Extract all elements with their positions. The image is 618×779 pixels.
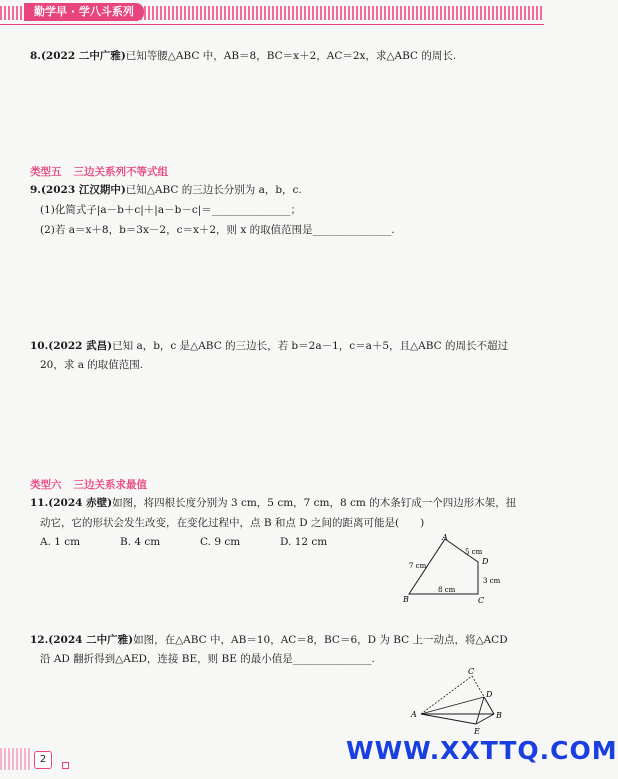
choice-d[interactable]: D. 12 cm xyxy=(280,536,328,548)
question-text: 如图，将四根长度分别为 3 cm，5 cm，7 cm，8 cm 的木条钉成一个四边形木架，扭 xyxy=(112,497,517,509)
question-12-line-2: 沿 AD 翻折得到△AED，连接 BE，则 BE 的最小值是_______________. xyxy=(40,653,375,665)
side-ad-label: 5 cm xyxy=(465,548,483,556)
question-9-part-1: (1)化简式子|a－b＋c|＋|a－b－c|＝_______________； xyxy=(40,204,301,216)
segment-ae xyxy=(421,714,476,724)
label-d: D xyxy=(486,690,493,699)
question-8 xyxy=(30,48,456,65)
page-number: 2 xyxy=(34,751,52,769)
label-b: B xyxy=(496,711,502,720)
question-10-line-2: 20，求 a 的取值范围. xyxy=(40,359,144,371)
section-title: 三边关系列不等式组 xyxy=(73,166,168,178)
label-b: B xyxy=(403,595,409,604)
section-heading-5 xyxy=(30,164,168,179)
question-text: 已知 a，b，c 是△ABC 的三边长，若 b＝2a－1，c＝a＋5，且△ABC 的周长不超过 xyxy=(112,340,509,352)
watermark: WWW.XXTTQ.COM xyxy=(346,736,618,765)
footer-stripes xyxy=(0,748,30,770)
side-ab-label: 7 cm xyxy=(409,562,427,570)
label-a: A xyxy=(442,533,448,542)
segment-db xyxy=(484,697,494,714)
question-text: 已知等腰△ABC 中，AB＝8，BC＝x＋2，AC＝2x，求△ABC 的周长. xyxy=(125,50,457,62)
footer-square-icon xyxy=(62,762,69,769)
question-text: 如图，在△ABC 中，AB＝10，AC＝8，BC＝6，D 为 BC 上一动点，将△ACD xyxy=(133,634,508,646)
section-tag: 类型五 xyxy=(30,166,62,178)
label-d: D xyxy=(482,557,489,566)
question-source: (2022 武昌) xyxy=(48,340,113,352)
question-source: (2022 二中广雅) xyxy=(40,50,126,62)
question-source: (2024 二中广雅) xyxy=(48,634,134,646)
question-9 xyxy=(30,182,302,199)
segment-ad xyxy=(421,697,484,714)
choice-b[interactable]: B. 4 cm xyxy=(120,536,161,548)
label-a: A xyxy=(411,710,417,719)
question-11-line-2: 动它，它的形状会发生改变，在变化过程中，点 B 和点 D 之间的距离可能是( ) xyxy=(40,517,425,529)
question-12 xyxy=(30,632,508,649)
series-title: 勤学早 · 学八斗系列 xyxy=(24,3,144,21)
label-c: C xyxy=(468,667,475,676)
label-e: E xyxy=(474,727,480,736)
question-number: 8. xyxy=(30,50,41,62)
question-11-choices xyxy=(40,536,360,548)
segment-ac xyxy=(421,676,472,714)
section-title: 三边关系求最值 xyxy=(73,479,147,491)
triangle-fold-figure xyxy=(408,664,510,738)
side-bc-label: 8 cm xyxy=(438,586,456,594)
question-number: 9. xyxy=(30,184,41,196)
question-source: (2023 江汉期中) xyxy=(40,184,126,196)
section-heading-6 xyxy=(30,477,147,492)
header-divider xyxy=(0,24,544,25)
question-10 xyxy=(30,338,508,355)
question-number: 10. xyxy=(30,340,49,352)
label-c: C xyxy=(478,596,485,605)
quadrilateral-figure xyxy=(398,534,510,606)
question-9-part-2: (2)若 a＝x＋8，b＝3x－2，c＝x＋2，则 x 的取值范围是_______________. xyxy=(40,224,395,236)
question-source: (2024 赤壁) xyxy=(48,497,113,509)
question-11 xyxy=(30,495,516,512)
question-text: 已知△ABC 的三边长分别为 a，b，c. xyxy=(125,184,302,196)
side-dc-label: 3 cm xyxy=(483,577,501,585)
choice-a[interactable]: A. 1 cm xyxy=(40,536,81,548)
question-number: 11. xyxy=(30,497,49,509)
choice-c[interactable]: C. 9 cm xyxy=(200,536,241,548)
section-tag: 类型六 xyxy=(30,479,62,491)
question-number: 12. xyxy=(30,634,49,646)
